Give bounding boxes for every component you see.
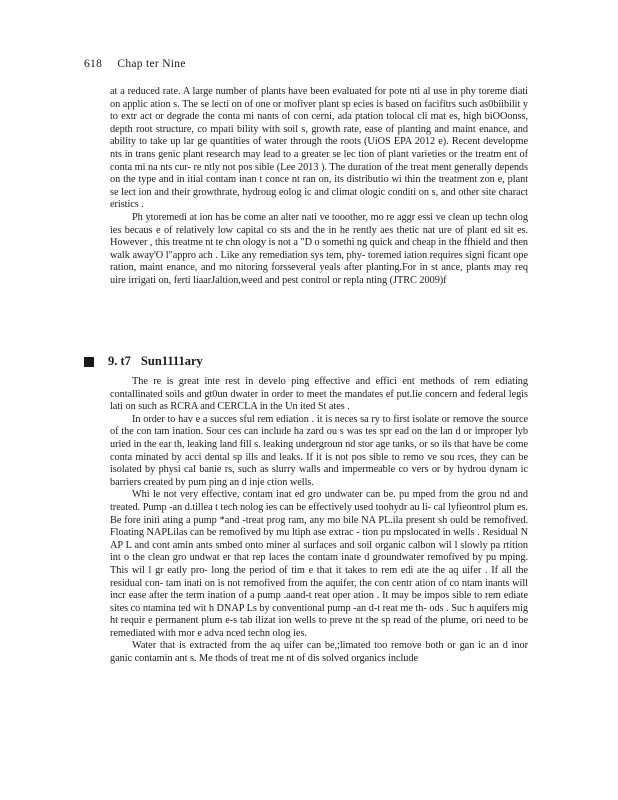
page-number: 618 (84, 58, 103, 70)
paragraph: Water that is extracted from the aq uifer can be,;limated too remove both or gan ic an d inor ganic contamin ant s. Me thods of treat me nt of dis solved organics include (110, 640, 528, 665)
paragraph: The re is great inte rest in develo ping effective and effici ent methods of rem ediating contallinated soils and gt0un dwater in order to meet the mandates ef put.lie concern and federal legis lati on such as RCRA and CERCLA in the Un ited St ates . (110, 376, 528, 413)
body-text-top (110, 86, 528, 288)
chapter-title: Chap ter Nine (117, 58, 186, 70)
paragraph: In order to hav e a succes sful rem ediation . it is neces sa ry to first isolate or remove the source of the con tam ination. Sour ces can include ha zard ou s was tes spr ead on the lan d or improper lyb uried in the ear th, leaking land fill s. leaking undergroun nd stor age tanks, or so ils that have be come conta minated by acci dental sp ills and leaks. If it is not pos sible to remo ve sou rces, they can be isolated by physi cal banie rs, such as slurry walls and impermeable co vers or by hydrou dynam ic barriers created by pum ping an d inje ction wells. (110, 413, 528, 488)
paragraph: Ph ytoremedi at ion has be come an alter nati ve tooother, mo re aggr essi ve clean up techn olog ies becaus e of relatively low capital co sts and the in he rently aes thetic nat ure of plant ed sit es. However , this treatme nt te chn ology is not a "D o somethi ng quick and cheap in the ffhield and then walk away'O l"appro ach . Like any remediation sys tem, phy- toremed iation requires signi ficant ope ration, maint enance, and mo nitoring forsseveral yeals after planting.For in st ance, plants may req uire irrigati on, ferti liaarJaltion,weed and pest control or repla nting (JTRC 2009)f (110, 211, 528, 286)
section-number: 9. t7 (108, 354, 131, 368)
paragraph: Whi le not very effective, contam inat ed gro undwater can be. pu mped from the grou nd and treated. Pump -an d.tillea t tech nolog ies can be effectively used toohydr au li- cal lyfieontrol plum es. Be fore initi ating a pump *and -treat prog ram, any mo bile NA PL.ila present sh ould be remofived. Floating NAPLilas can be remofived by mu ltiph ase extrac - tion pu mpslocated in wells . Residual N AP L and cont amin ants smbed onto miner al surfaces and soil organic calbon wil l slowly pa rtition int o the clean gro undwat er that rep laces the contam inate d groundwater remofived by pu mping. This wil l gr eatly pro- long the period of tim e that it takes to rem edi ate the aq uifer . If all the residual con- tam inati on is not remofived from the aquifer, the con centr ation of co ntam inants will incr ease after the term ination of a pump .aand-t reat oper ation . It may be impos sible to rem ediate sites co ntamina ted wit h DNAP Ls by conventional pump -an d-t reat me th- ods . Suc h aquifers mig ht requir e permanent plum e-s tab ilizat ion wells to preve nt the sp read of the plume, ori need to be remediated with mor e adva nced techn olog ies. (110, 489, 528, 639)
running-header (84, 58, 186, 70)
section-heading (84, 354, 203, 369)
body-text-summary (110, 376, 528, 666)
section-title: Sun1111ary (140, 354, 203, 368)
paragraph: at a reduced rate. A large number of plants have been evaluated for pote nti al use in phy toreme diati on applic ation s. The se lecti on of one or mofiver plant sp ecies is based on facifitrs such as0biibilit y to extr act or degrade the conta mi nants of con cerni, ada ptation tolocal cli mat es, high biOOonss, depth root structure, co mpati bility with soil s, growth rate, ease of planting and maint enance, and ability to take up lar ge quantities of water through the roots (UiOS EPA 2012 e). Recent developme nts in trans genic plant research may lead to a greater se lec tion of plant varieties or the treatm ent of conta mi na nts cur- re ntly not pos sible (Lee 2013 ). The duration of the treat ment generally depends on the type and in itial contam inan t conce nt ran on, its distributio wi thin the treatment zon e, plant se lect ion and their growthrate, hydroug eolog ic and climat ologic conditi on s, and other site charact eristics . (110, 86, 528, 211)
section-marker-icon (84, 357, 94, 367)
